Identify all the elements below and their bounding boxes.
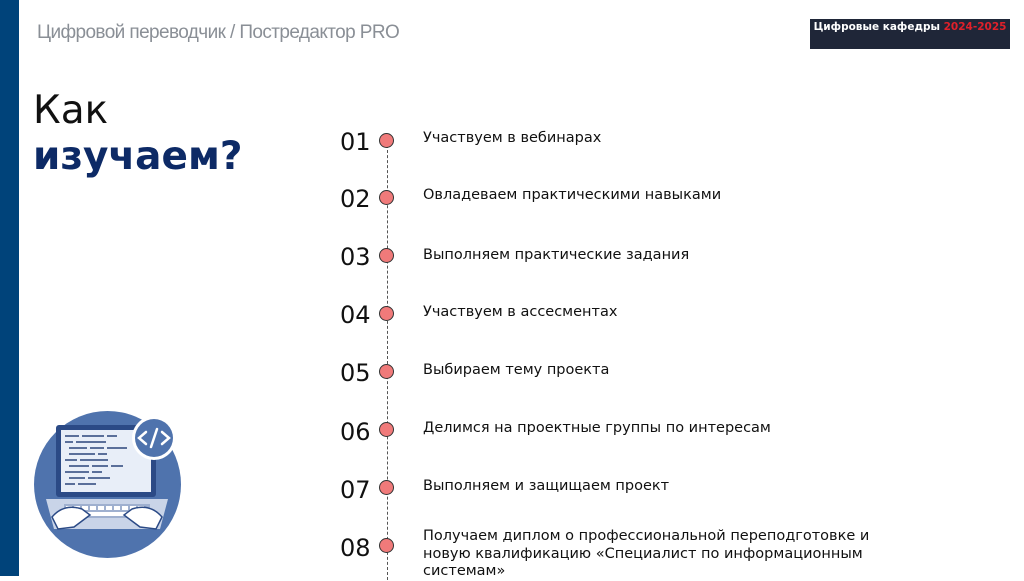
step-text: Выбираем тему проекта: [423, 362, 610, 378]
left-accent-bar: [0, 0, 19, 576]
code-bubble-icon: [132, 416, 176, 460]
digital-departments-badge: [810, 19, 1010, 49]
step-number: 01: [340, 128, 371, 156]
page-header-title: Цифровой переводчик / Постредактор PRO: [37, 22, 400, 43]
step-text: Выполняем практические задания: [423, 247, 690, 263]
timeline-dot: [379, 190, 394, 205]
step-text: Делимся на проектные группы по интересам: [423, 420, 771, 436]
step-number: 08: [340, 534, 371, 562]
badge-text: Цифровые кафедры: [813, 21, 944, 33]
step-number: 03: [340, 243, 371, 271]
step-number: 05: [340, 359, 371, 387]
step-number: 07: [340, 476, 371, 504]
step-text: Участвуем в ассесментах: [423, 304, 618, 320]
heading-line-2: изучаем?: [33, 134, 243, 179]
step-text: Участвуем в вебинарах: [423, 130, 602, 146]
step-number: 06: [340, 418, 371, 446]
step-text: Получаем диплом о профессиональной переподготовке и новую квалификацию «Специалист по информационным системам»: [423, 528, 870, 579]
badge-year: 2024-2025: [943, 21, 1007, 33]
timeline-dot: [379, 306, 394, 321]
timeline-dot: [379, 538, 394, 553]
heading-line-1: Как: [33, 88, 109, 133]
timeline-dot: [379, 422, 394, 437]
timeline-dot: [379, 480, 394, 495]
step-text: Овладеваем практическими навыками: [423, 187, 722, 203]
laptop-code-illustration: [34, 411, 181, 558]
timeline-dot: [379, 248, 394, 263]
step-number: 02: [340, 185, 371, 213]
timeline-dot: [379, 364, 394, 379]
timeline-dot: [379, 133, 394, 148]
step-text: Выполняем и защищаем проект: [423, 478, 670, 494]
timeline-line: [387, 140, 388, 580]
step-number: 04: [340, 301, 371, 329]
